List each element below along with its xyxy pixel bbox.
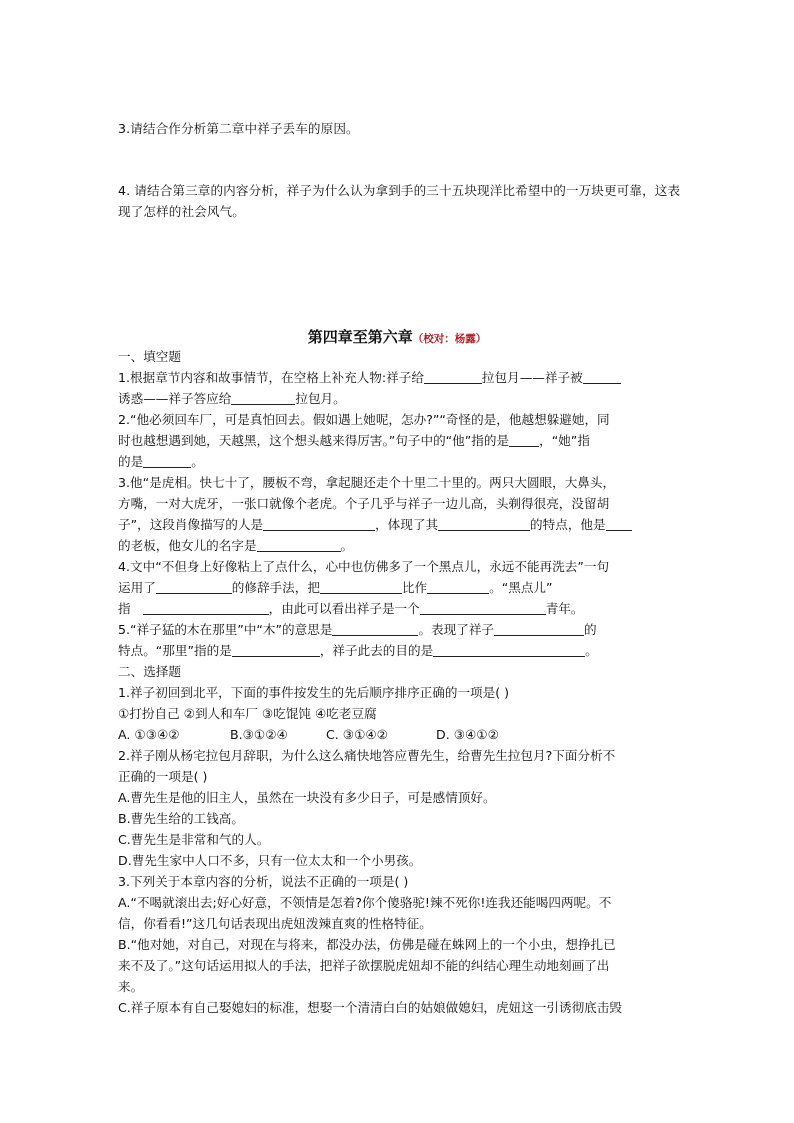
fill-q5-line1: [118, 619, 678, 640]
choice-q3-option-c-line1[interactable]: C.祥子原本有自己娶媳妇的标准，想娶一个清清白白的姑娘做媳妇，虎妞这一引诱彻底击毁: [118, 1000, 622, 1015]
fill-q2-text-b: ，“她”指: [539, 433, 590, 448]
option-b[interactable]: B.③①②④: [230, 727, 288, 742]
fill-q1-text-c: 诱惑——祥子答应给: [118, 391, 232, 406]
fill-q4-text-c: 比作: [401, 580, 428, 595]
answer-blank[interactable]: [263, 516, 375, 531]
choice-q3-stem: 3.下列关于本章内容的分析，说法不正确的一项是( ): [118, 874, 409, 889]
fill-q3-text-e: 。: [340, 538, 354, 553]
fill-q1-line1: [118, 367, 678, 388]
fill-q5-text-f: 。: [585, 643, 598, 658]
answer-blank[interactable]: [427, 579, 489, 594]
choice-q2-stem-line1: 2.祥子刚从杨宅拉包月辞职，为什么这么痛快地答应曹先生，给曹先生拉包月?下面分析不: [118, 748, 616, 763]
answer-blank[interactable]: [143, 600, 269, 615]
choice-q1-stem: 1.祥子初回到北平，下面的事件按发生的先后顺序排序正确的一项是( ): [118, 685, 510, 700]
fill-q3-line2: 方嘴，一对大虎牙，一张口就像个老虎。个子几乎与祥子一边儿高，头剃得很亮，没留胡: [118, 496, 610, 511]
fill-q5-text-b: 。表现了祥子: [418, 622, 494, 637]
answer-blank[interactable]: [494, 621, 584, 636]
option-d[interactable]: D. ③④①②: [436, 727, 499, 742]
fill-q4-text-g: 青年。: [545, 601, 584, 616]
fill-q2-line3: [118, 451, 678, 472]
fill-q4-text-b: 的修辞手法，把: [231, 580, 320, 595]
choice-q2-option-c[interactable]: C.曹先生是非常和气的人。: [118, 832, 270, 847]
fill-q1-text-a: 1.根据章节内容和故事情节，在空格上补充人物:祥子给: [118, 370, 424, 385]
choice-q1-options: [118, 724, 678, 745]
answer-blank[interactable]: [433, 642, 585, 657]
fill-q1-text-d: 拉包月。: [295, 391, 346, 406]
choice-heading: 二、选择题: [118, 664, 181, 679]
choice-q2-stem-line2: 正确的一项是( ): [118, 769, 208, 784]
proofreader-note: （校对：杨露）: [412, 333, 487, 345]
answer-blank[interactable]: [332, 621, 418, 636]
answer-blank[interactable]: [231, 390, 295, 405]
question-4-upper: 4. 请结合第三章的内容分析，祥子为什么认为拿到手的三十五块现洋比希望中的一万块更可靠，这表现了怎样的社会风气。: [118, 183, 681, 219]
fill-q4-text-e: 指: [118, 601, 131, 616]
fill-q4-line2: [118, 577, 678, 598]
option-a[interactable]: A. ①③④②: [118, 727, 180, 742]
answer-blank[interactable]: [420, 600, 546, 615]
answer-blank[interactable]: [320, 579, 402, 594]
fill-q4-text-a: 运用了: [118, 580, 156, 595]
fill-q2-text-a: 时也越想遇到她，天越黑，这个想头越来得厉害。”句子中的“他”指的是: [118, 433, 510, 448]
fill-q2-text-c: 的是: [118, 454, 144, 469]
answer-blank[interactable]: [232, 642, 320, 657]
fill-q3-text-c: 的特点，他是: [530, 517, 606, 532]
choice-q3-option-a-line1[interactable]: A.“不喝就滚出去;好心好意，不领情是怎着?你个傻骆驼!辣不死你!连我还能喝四两呢。不: [118, 895, 612, 910]
answer-blank[interactable]: [583, 369, 621, 384]
fill-q5-text-c: 的: [584, 622, 597, 637]
answer-blank[interactable]: [143, 453, 191, 468]
fill-q5-line2: [118, 640, 678, 661]
fill-heading: 一、填空题: [118, 349, 181, 364]
answer-blank[interactable]: [156, 579, 232, 594]
fill-q3-text-a: 子”，这段肖像描写的人是: [118, 517, 264, 532]
fill-q4-line3: [118, 598, 678, 619]
chapter-title-text: 第四章至第六章: [307, 328, 413, 346]
answer-blank[interactable]: [438, 516, 530, 531]
choice-q3-option-a-line2: 信，你看看!”这几句话表现出虎妞泼辣直爽的性格特征。: [118, 916, 432, 931]
answer-blank[interactable]: [509, 432, 539, 447]
fill-q4-line1: 4.文中“不但身上好像粘上了点什么，心中也仿佛多了一个黑点儿，永远不能再洗去”一句: [118, 559, 610, 574]
fill-q3-line1: 3.他“是虎相。快七十了，腰板不弯，拿起腿还走个十里二十里的。两只大圆眼，大鼻头，: [118, 475, 616, 490]
choice-q3-option-b-line1[interactable]: B.“他对她，对自己，对现在与将来，都没办法，仿佛是碰在蛛网上的一个小虫，想挣扎已: [118, 937, 616, 952]
fill-q1-line2: [118, 388, 678, 409]
question-3-upper: 3.请结合作分析第二章中祥子丢车的原因。: [118, 121, 359, 136]
fill-q4-text-d: 。“黑点儿”: [489, 580, 553, 595]
fill-q2-text-d: 。: [191, 454, 204, 469]
answer-blank[interactable]: [257, 537, 341, 552]
fill-q1-text-b: 拉包月——祥子被: [481, 370, 583, 385]
choice-q3-option-b-line3: 来。: [118, 979, 144, 994]
fill-q4-text-f: ，由此可以看出祥子是一个: [268, 601, 420, 616]
chapter-title: [0, 326, 794, 347]
fill-q2-line1: 2.“他必须回车厂，可是真怕回去。假如遇上她呢，怎办?”“奇怪的是，他越想躲避她，同: [118, 412, 610, 427]
choice-q2-option-a[interactable]: A.曹先生是他的旧主人，虽然在一块没有多少日子，可是感情顶好。: [118, 790, 496, 805]
choice-q1-items: ①打扮自己 ②到人和车厂 ③吃馄饨 ④吃老豆腐: [118, 706, 377, 721]
answer-blank[interactable]: [424, 369, 482, 384]
choice-q2-option-d[interactable]: D.曹先生家中人口不多，只有一位太太和一个小男孩。: [118, 853, 422, 868]
fill-q5-text-a: 5.“祥子猛的木在那里”中“木”的意思是: [118, 622, 333, 637]
fill-q5-text-d: 特点。“那里”指的是: [118, 643, 232, 658]
answer-blank[interactable]: [606, 516, 632, 531]
fill-q3-text-b: ，体现了其: [375, 517, 439, 532]
fill-q2-line2: [118, 430, 678, 451]
fill-q5-text-e: ，祥子此去的目的是: [319, 643, 434, 658]
fill-q3-text-d: 的老板，他女儿的名字是: [118, 538, 257, 553]
fill-q3-line3: [118, 514, 678, 535]
choice-q2-option-b[interactable]: B.曹先生给的工钱高。: [118, 811, 244, 826]
fill-q3-line4: [118, 535, 678, 556]
choice-q3-option-b-line2: 来不及了。”这句话运用拟人的手法，把祥子欲摆脱虎妞却不能的纠结心理生动地刻画了出: [118, 958, 610, 973]
option-c[interactable]: C. ③①④②: [326, 727, 388, 742]
